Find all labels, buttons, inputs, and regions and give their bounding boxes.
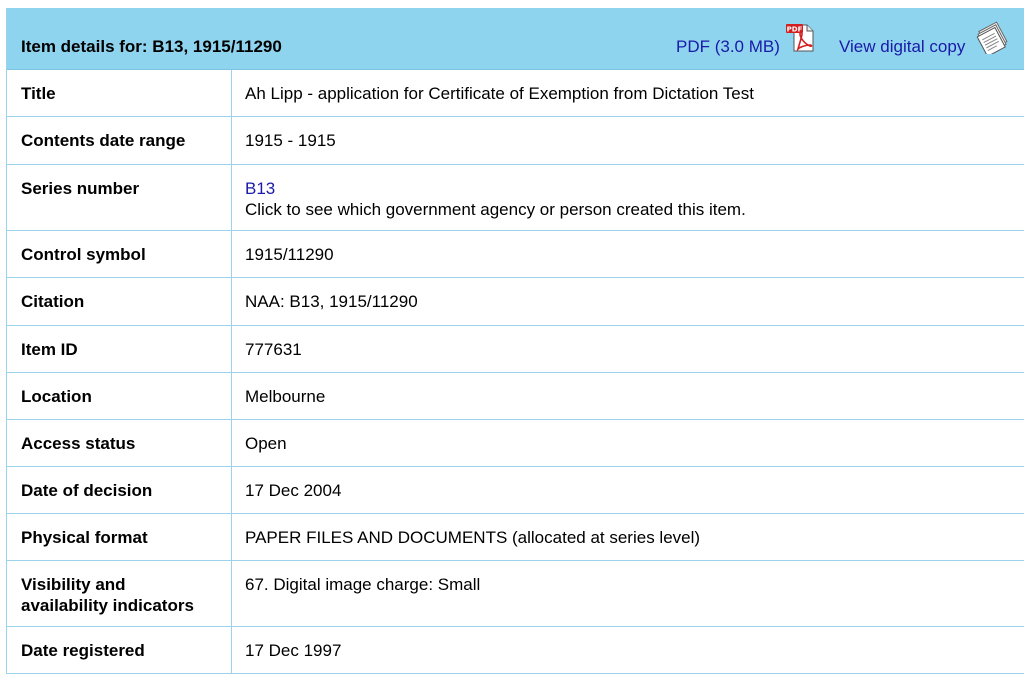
row-value-series-number	[232, 164, 1024, 230]
pdf-icon[interactable]	[785, 22, 817, 54]
row-label-contents-date-range: Contents date range	[7, 116, 232, 164]
row-label-location: Location	[7, 372, 232, 419]
view-digital-copy-link[interactable]: View digital copy	[839, 37, 966, 56]
row-value-title: Ah Lipp - application for Certificate of Exemption from Dictation Test	[232, 70, 1024, 116]
svg-text:PDF: PDF	[786, 25, 803, 34]
item-details-header	[7, 8, 1024, 70]
table-row	[7, 626, 1024, 673]
table-row	[7, 372, 1024, 419]
document-pages-icon[interactable]	[974, 20, 1010, 54]
table-row	[7, 513, 1024, 560]
row-label-item-id: Item ID	[7, 325, 232, 372]
row-label-citation: Citation	[7, 277, 232, 325]
table-row	[7, 277, 1024, 325]
row-label-title: Title	[7, 70, 232, 116]
row-label-date-of-decision: Date of decision	[7, 466, 232, 513]
row-value-control-symbol: 1915/11290	[232, 230, 1024, 277]
row-value-date-registered: 17 Dec 1997	[232, 626, 1024, 673]
row-label-visibility	[7, 560, 232, 626]
table-row	[7, 164, 1024, 230]
row-value-item-id: 777631	[232, 325, 1024, 372]
pdf-download-link[interactable]: PDF (3.0 MB)	[676, 37, 780, 56]
row-value-visibility: 67. Digital image charge: Small	[232, 560, 1024, 626]
series-number-hint: Click to see which government agency or person created this item.	[245, 199, 746, 219]
item-details-table	[7, 70, 1024, 674]
table-row	[7, 560, 1024, 626]
row-value-citation: NAA: B13, 1915/11290	[232, 277, 1024, 325]
visibility-label-line1: Visibility and	[21, 574, 126, 594]
page-title: Item details for: B13, 1915/11290	[21, 37, 282, 56]
item-details-panel	[6, 8, 1024, 674]
row-label-access-status: Access status	[7, 419, 232, 466]
row-label-date-registered: Date registered	[7, 626, 232, 673]
row-value-contents-date-range: 1915 - 1915	[232, 116, 1024, 164]
table-row	[7, 230, 1024, 277]
series-number-link[interactable]: B13	[245, 178, 276, 198]
row-label-series-number: Series number	[7, 164, 232, 230]
table-row	[7, 325, 1024, 372]
row-value-access-status: Open	[232, 419, 1024, 466]
table-row	[7, 70, 1024, 116]
row-value-physical-format: PAPER FILES AND DOCUMENTS (allocated at series level)	[232, 513, 1024, 560]
table-row	[7, 419, 1024, 466]
visibility-label-line2: availability indicators	[21, 595, 194, 615]
row-value-location: Melbourne	[232, 372, 1024, 419]
row-label-control-symbol: Control symbol	[7, 230, 232, 277]
table-row	[7, 116, 1024, 164]
row-value-date-of-decision: 17 Dec 2004	[232, 466, 1024, 513]
table-row	[7, 466, 1024, 513]
row-label-physical-format: Physical format	[7, 513, 232, 560]
